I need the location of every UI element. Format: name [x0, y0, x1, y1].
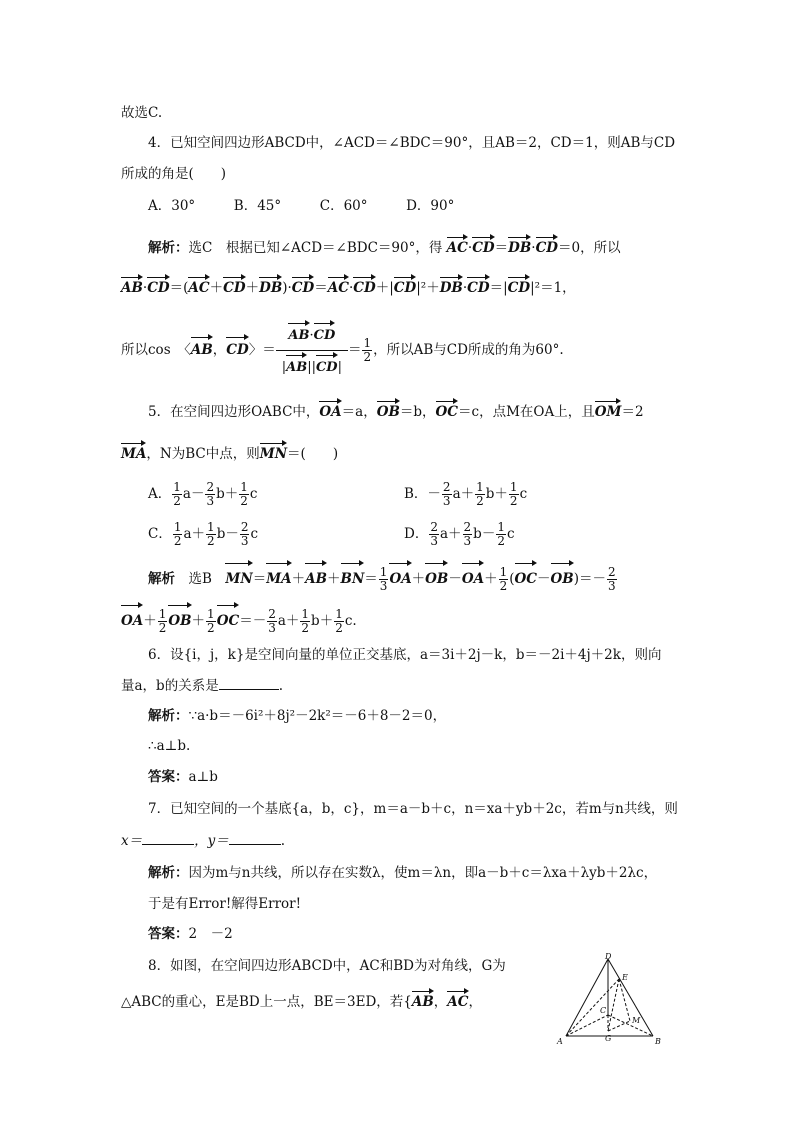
- q8-stem-line2: △ABC的重心，E是BD上一点，BE＝3ED，若{AB，AC，: [121, 990, 482, 1011]
- q5-option-b: B．－ $\frac{2}{3}$ a＋ $\frac{1}{2}$ b＋ $\frac{1}{2}$ c: [404, 480, 528, 508]
- edge-db: [608, 959, 653, 1036]
- q7-answer: 答案：2 －2: [148, 926, 233, 942]
- segment-gm: [608, 1021, 630, 1031]
- label-g: G: [605, 1034, 612, 1043]
- q5-solution-line2: OA＋ $\frac{1}{2}$ OB＋ $\frac{1}{2}$ OC＝－ $\frac{2}{3}$ a＋ $\frac{1}{2}$ b＋ $\frac{1}{2}$ c.: [121, 604, 357, 635]
- q6-stem-line2: 量a，b的关系是 .: [121, 678, 283, 694]
- q6-stem-line1: 6．设{i，j，k}是空间向量的单位正交基底，a＝3i＋2j－k，b＝－2i＋4j＋2k，则向: [148, 647, 662, 663]
- label-d: D: [605, 952, 612, 961]
- q4-option-d: D．90°: [406, 198, 455, 214]
- label-b: B: [655, 1037, 661, 1046]
- edge-ac: [566, 1015, 608, 1036]
- segment-ge: [608, 979, 619, 1031]
- q4-solution-line1: 解析：选C 根据已知∠ACD＝∠BDC＝90°，得 AC·CD＝DB·CD＝0，所以: [148, 236, 621, 257]
- prev-answer-tail: 故选C.: [121, 105, 163, 121]
- q4-stem-line2: 所成的角是( ): [121, 166, 227, 182]
- q5-stem-line2: MA，N为BC中点，则MN＝( ): [121, 442, 338, 463]
- q7-solution: 解析：因为m与n共线，所以存在实数λ，使m＝λn，即a－b＋c＝λxa＋λyb＋2λc，: [148, 865, 658, 881]
- q6-answer: 答案：a⊥b: [148, 769, 218, 785]
- q6-answer-blank: [219, 677, 279, 690]
- q4-option-b: B．45°: [233, 198, 282, 214]
- q6-solution: 解析：∵a·b＝－6i²＋8j²－2k²＝－6＋8－2＝0，: [148, 708, 447, 724]
- edge-cb: [608, 1015, 653, 1036]
- label-e: E: [622, 973, 628, 982]
- q7-solution-line2: 于是有Error!解得Error!: [148, 896, 302, 912]
- q5-option-c: C． $\frac{1}{2}$ a＋ $\frac{1}{2}$ b－ $\frac{2}{3}$ c: [148, 520, 259, 548]
- q7-stem-line1: 7．已知空间的一个基底{a，b，c}，m＝a－b＋c，n＝xa＋yb＋2c，若m与n共线，则: [148, 801, 678, 817]
- segment-em: [619, 979, 630, 1021]
- label-m: M: [632, 1016, 641, 1025]
- q7-x-blank: [142, 832, 194, 845]
- q5-stem-line1: 5．在空间四边形OABC中，OA＝a，OB＝b，OC＝c，点M在OA上，且OM＝2: [148, 400, 644, 421]
- q4-cos-fraction: $\frac{AB\cdot CD}{|AB||CD|}$: [276, 322, 348, 379]
- label-a: A: [557, 1037, 563, 1046]
- q4-option-c: C．60°: [319, 198, 368, 214]
- q4-stem-line1: 4．已知空间四边形ABCD中，∠ACD＝∠BDC＝90°，且AB＝2，CD＝1，则AB与CD: [148, 135, 676, 151]
- q6-solution-conclusion: ∴a⊥b.: [148, 738, 191, 754]
- label-c: C: [600, 1006, 607, 1015]
- q4-option-a: A．30°: [148, 198, 196, 214]
- q5-option-d: D． $\frac{2}{3}$ a＋ $\frac{2}{3}$ b－ $\frac{1}{2}$ c: [404, 520, 515, 548]
- q4-options: [148, 197, 454, 215]
- q4-solution-line2: AB·CD＝(AC＋CD＋DB)·CD＝AC·CD＋|CD|²＋DB·CD＝|CD|²＝1，: [121, 276, 576, 297]
- q7-stem-line2: x＝ ，y＝ .: [121, 833, 286, 849]
- q7-y-blank: [229, 832, 281, 845]
- q5-solution-line1: 解析 选B MN＝MA＋AB＋BN＝ $\frac{1}{3}$ OA＋OB－OA＋ $\frac{1}{2}$ (OC－OB)＝－ $\frac{2}{3}$: [148, 562, 618, 593]
- q5-option-a: A． $\frac{1}{2}$ a－ $\frac{2}{3}$ b＋ $\frac{1}{2}$ c: [148, 480, 258, 508]
- q8-stem-line1: 8．如图，在空间四边形ABCD中，AC和BD为对角线，G为: [148, 958, 506, 974]
- q4-solution-line3: 所以cos 〈AB，CD〉＝ $\frac{AB\cdot CD}{|AB||CD|}$ ＝ $\frac{1}{2}$ ，所以AB与CD所成的角为60°.: [121, 322, 564, 379]
- tetrahedron-figure: [553, 951, 665, 1047]
